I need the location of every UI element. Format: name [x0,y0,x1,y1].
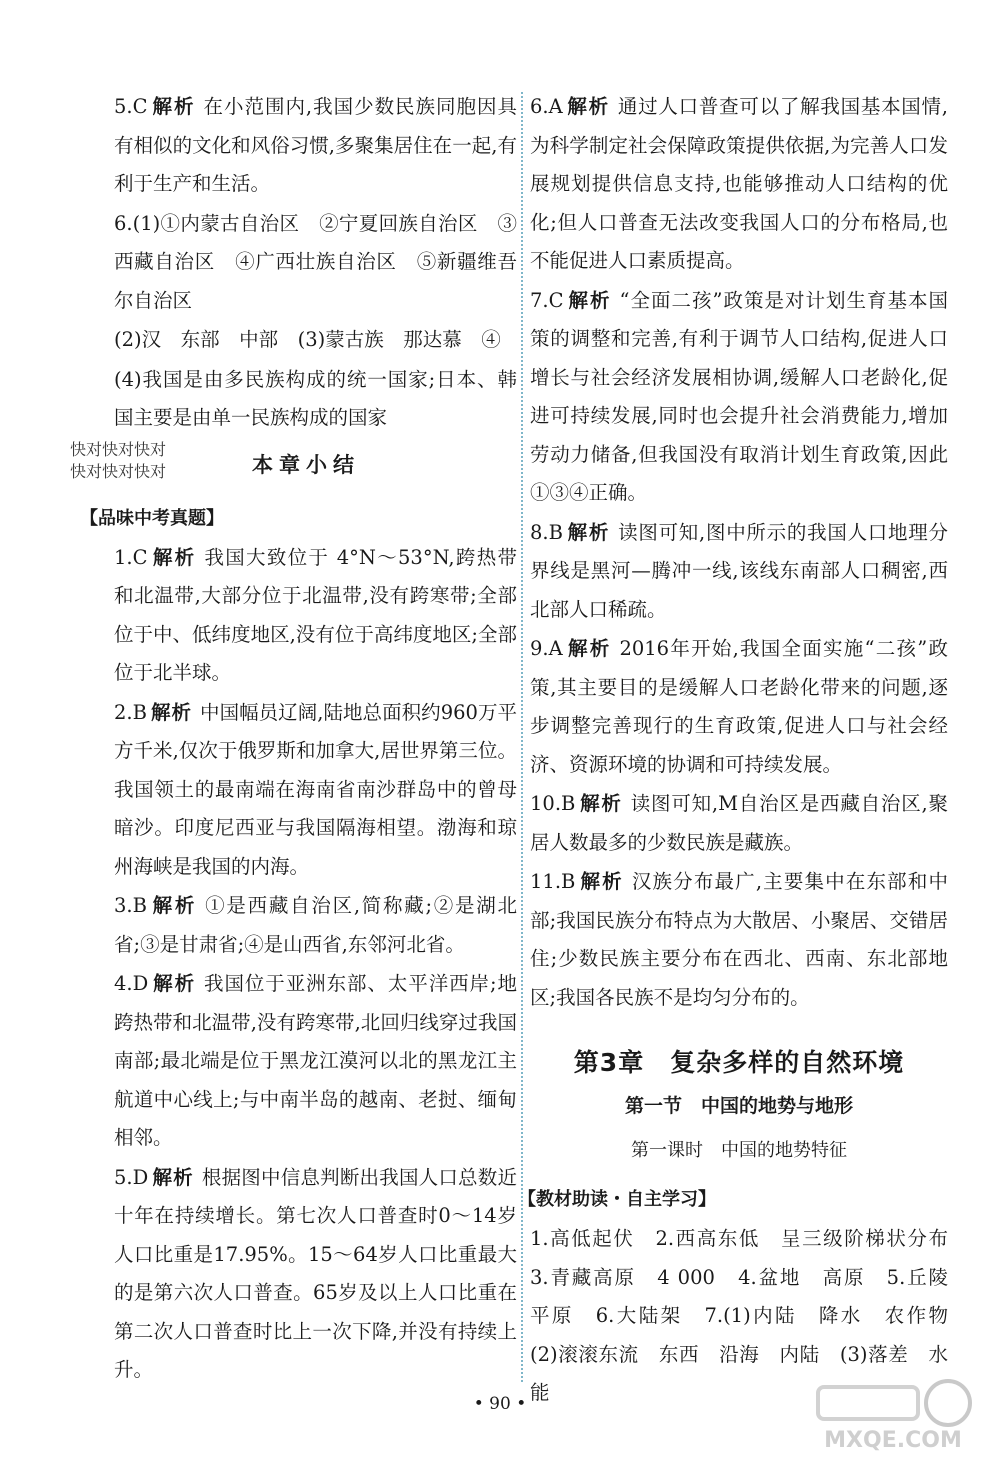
answer-item: 5.D 解析 根据图中信息判断出我国人口总数近十年在持续增长。第七次人口普查时0～14岁人口比重是17.95%。15～64岁人口比重最大的是第六次人口普查。65岁及以上人口比重在第二次人口普查时比上一次下降,并没有持续上升。 [114,1165,517,1381]
answer-item: 8.B 解析 读图可知,图中所示的我国人口地理分界线是黑河—腾冲一线,该线东南部人口稠密,西北部人口稀疏。 [530,520,948,621]
answer-item: 3.B 解析 ①是西藏自治区,简称藏;②是湖北省;③是甘肃省;④是山西省,东邻河北省。 [114,894,517,956]
answer-item: 9.A 解析 2016年开始,我国全面实施“二孩”政策,其主要目的是缓解人口老龄化带来的问题,逐步调整完善现行的生育政策,促进人口与社会经济、资源环境的协调和可持续发展。 [530,637,948,776]
answer-item: 2.B 解析 中国幅员辽阔,陆地总面积约960万平方千米,仅次于俄罗斯和加拿大,居世界第三位。我国领土的最南端在海南省南沙群岛中的曾母暗沙。印度尼西亚与我国隔海相望。渤海和琼州海峡是我国的内海。 [114,700,517,878]
answer-item: (4)我国是由多民族构成的统一国家;日本、韩国主要是由单一民族构成的国家 [114,367,517,429]
answer-item: 4.D 解析 我国位于亚洲东部、太平洋西岸;地跨热带和北温带,没有跨寒带,北回归线穿过我国南部;最北端是位于黑龙江漠河以北的黑龙江主航道中心线上;与中南半岛的越南、老挝、缅甸相邻。 [114,972,517,1149]
lesson-title: 第一课时 中国的地势特征 [631,1140,847,1161]
answer-item: 1.C 解析 我国大致位于 4°N～53°N,跨热带和北温带,大部分位于北温带,没有跨寒带;全部位于中、低纬度地区,没有位于高纬度地区;全部位于北半球。 [114,545,517,684]
page-number: • 90 • [473,1394,527,1414]
chapter-title: 第3章 复杂多样的自然环境 [573,1048,905,1077]
watermark-logo-text: MXQE.COM [824,1428,962,1453]
left-column [70,88,517,1391]
watermark-text: 快对快对快对 快对快对快对 [70,439,167,481]
section-label: 【品味中考真题】 [80,507,224,529]
watermark-logo [798,1375,988,1455]
study-label: 【教材助读・自主学习】 [518,1189,716,1210]
answer-item: 10.B 解析 读图可知,M自治区是西藏自治区,聚居人数最多的少数民族是藏族。 [530,792,948,854]
answer-item: (2)汉 东部 中部 (3)蒙古族 那达慕 ④ [114,328,501,351]
answer-item: 7.C 解析 “全面二孩”政策是对计划生育基本国策的调整和完善,有利于调节人口结构,促进人口增长与社会经济发展相协调,缓解人口老龄化,促进可持续发展,同时也会提升社会消费能力,增加劳动力储备,但我国没有取消计划生育政策,因此①③④正确。 [530,288,948,504]
answer-item: 11.B 解析 汉族分布最广,主要集中在东部和中部;我国民族分布特点为大散居、小聚居、交错居住;少数民族主要分布在西北、西南、东北部地区;我国各民族不是均匀分布的。 [530,870,948,1009]
chapter-summary-header [70,439,517,499]
answer-item: 6.A 解析 通过人口普查可以了解我国基本国情,为科学制定社会保障政策提供依据,为完善人口发展规划提供信息支持,也能够推动人口结构的优化;但人口普查无法改变我国人口的分布格局,也不能促进人口素质提高。 [530,95,948,272]
right-column [518,88,968,1414]
study-answers: 1.高低起伏 2.西高东低 呈三级阶梯状分布 3.青藏高原 4 000 4.盆地 高原 5.丘陵 平原 6.大陆架 7.(1)内陆 降水 农作物 (2)滚滚东流 东西 沿海 内陆 (3)落差 水能 [530,1227,968,1404]
section-title: 第一节 中国的地势与地形 [624,1095,853,1117]
answer-item: 6.(1)①内蒙古自治区 ②宁夏回族自治区 ③西藏自治区 ④广西壮族自治区 ⑤新疆维吾尔自治区 [114,211,517,312]
summary-title: 本章小结 [252,452,360,477]
answer-item: 5.C 解析 在小范围内,我国少数民族同胞因具有相似的文化和风俗习惯,多聚集居住在一起,有利于生产和生活。 [114,95,517,195]
